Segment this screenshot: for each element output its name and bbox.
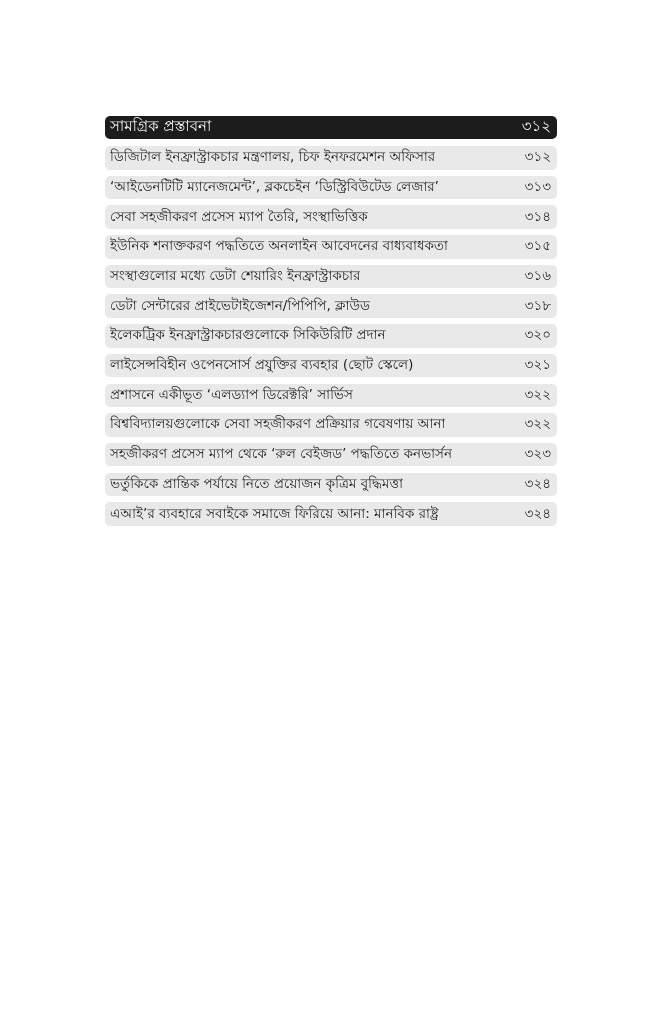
toc-entry-title: এআই’র ব্যবহারে সবাইকে সমাজে ফিরিয়ে আনা: মানবিক রাষ্ট্র (110, 505, 439, 522)
toc-entry[interactable] (105, 176, 557, 200)
toc-entry-page: ৩১৫ (524, 238, 551, 255)
toc-entry-title: সংস্থাগুলোর মধ্যে ডেটা শেয়ারিং ইনফ্রাস্ট্রাকচার (110, 268, 361, 284)
toc-entry-title: বিশ্ববিদ্যালয়গুলোকে সেবা সহজীকরণ প্রক্রিয়ার গবেষণায় আনা (110, 416, 446, 433)
toc-entry[interactable] (105, 235, 557, 259)
toc-entry-page: ৩১৪ (524, 208, 551, 225)
toc-entry-page: ৩২১ (524, 357, 551, 374)
toc-entry-page: ৩১৮ (524, 297, 551, 314)
toc-entry-title: ‘আইডেনটিটি ম্যানেজমেন্ট’, ব্লকচেইন ‘ডিস্ট্রিবিউটেড লেজার’ (110, 178, 439, 195)
toc-entry-title: লাইসেন্সবিহীন ওপেনসোর্স প্রযুক্তির ব্যবহার (ছোট স্কেলে) (110, 357, 414, 374)
toc-entry[interactable] (105, 413, 557, 437)
toc-entry-title: ডিজিটাল ইনফ্রাস্ট্রাকচার মন্ত্রণালয়, চিফ ইনফরমেশন অফিসার (110, 149, 436, 166)
toc-entry-title: সেবা সহজীকরণ প্রসেস ম্যাপ তৈরি, সংস্থাভিত্তিক (110, 208, 368, 225)
toc-entry[interactable] (105, 205, 557, 229)
toc-entry[interactable] (105, 146, 557, 170)
toc-entry[interactable] (105, 265, 557, 289)
toc-entry-title: ইলেকট্রিক ইনফ্রাস্ট্রাকচারগুলোকে সিকিউরিটি প্রদান (110, 327, 386, 344)
toc-entry-page: ৩২২ (524, 416, 551, 433)
toc-entry-page: ৩২০ (524, 327, 551, 344)
toc-entry[interactable] (105, 443, 557, 467)
toc-entry[interactable] (105, 473, 557, 497)
toc-entry-page: ৩২৪ (524, 475, 551, 492)
table-of-contents (105, 116, 557, 532)
toc-entry[interactable] (105, 384, 557, 408)
toc-entry-page: ৩১২ (524, 149, 551, 166)
toc-entry-title: ভর্তুকিকে প্রান্তিক পর্যায়ে নিতে প্রয়োজন কৃত্রিম বুদ্ধিমত্তা (110, 475, 403, 492)
toc-entry-title: ইউনিক শনাক্তকরণ পদ্ধতিতে অনলাইন আবেদনের বাধ্যবাধকতা (110, 238, 448, 255)
toc-entry-page: ৩১৩ (524, 178, 551, 195)
toc-entry-title: প্রশাসনে একীভূত ‘এলড্যাপ ডিরেক্টরি’ সার্ভিস (110, 386, 353, 403)
section-title: সামগ্রিক প্রস্তাবনা (110, 117, 212, 135)
toc-entry[interactable] (105, 354, 557, 378)
toc-entry-title: সহজীকরণ প্রসেস ম্যাপ থেকে ‘রুল বেইজড’ পদ্ধতিতে কনভার্সন (110, 446, 453, 463)
toc-entry-page: ৩২২ (524, 386, 551, 403)
toc-entry[interactable] (105, 294, 557, 318)
toc-entry-page: ৩২৩ (524, 446, 551, 463)
section-page-number: ৩১২ (521, 117, 551, 135)
toc-entry[interactable] (105, 502, 557, 526)
toc-entry[interactable] (105, 324, 557, 348)
toc-entry-page: ৩১৬ (524, 268, 551, 284)
toc-entry-page: ৩২৪ (524, 505, 551, 522)
toc-section-header[interactable] (105, 116, 557, 139)
toc-entry-title: ডেটা সেন্টারের প্রাইভেটাইজেশন/পিপিপি, ক্লাউড (110, 297, 370, 314)
